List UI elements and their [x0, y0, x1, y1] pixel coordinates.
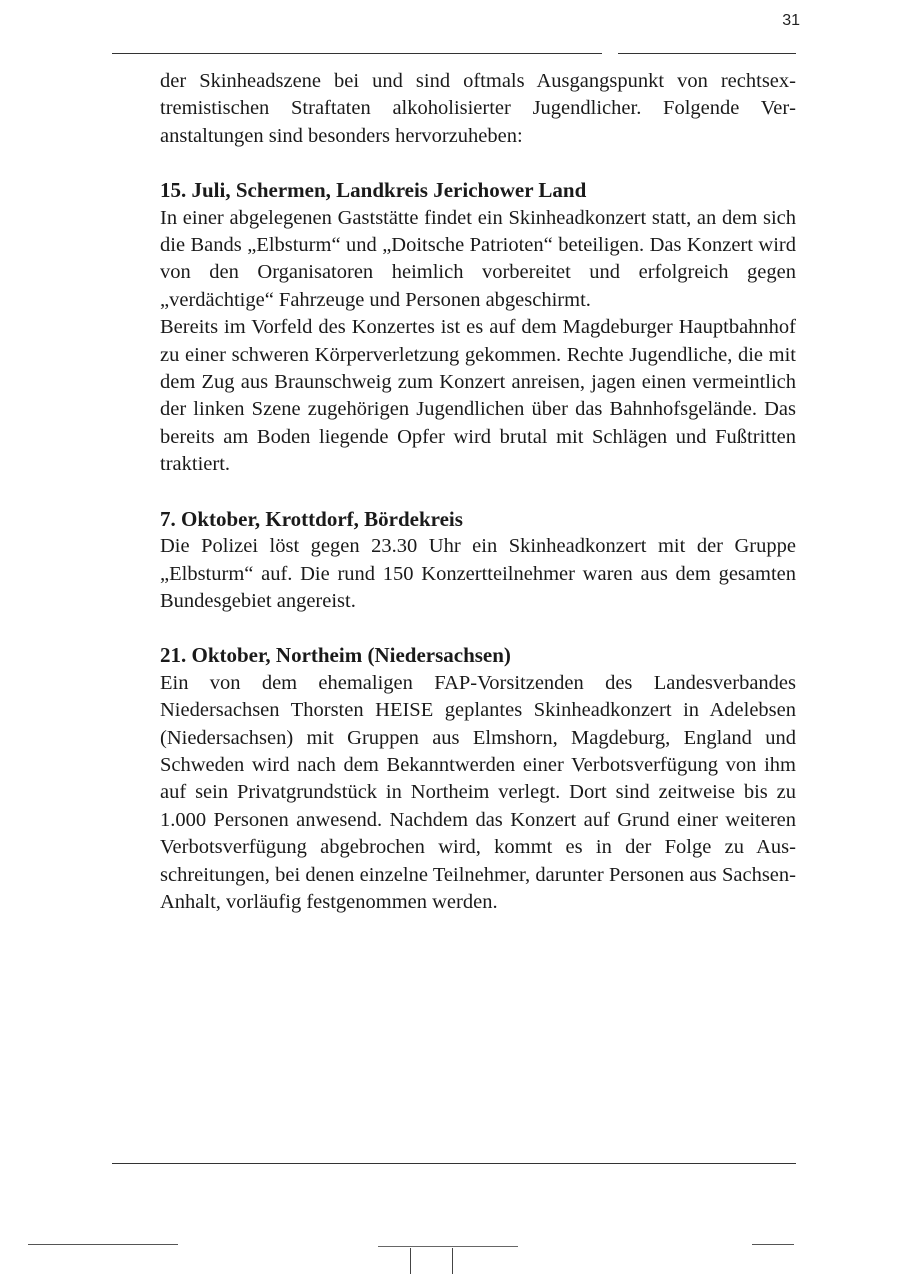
event-heading: 15. Juli, Schermen, Landkreis Jerichower Land [160, 178, 587, 203]
header-rule-right [618, 53, 796, 54]
page-number: 31 [782, 12, 800, 29]
intro-paragraph: der Skinheadszene bei und sind oftmals Ausgangspunkt von rechtsextremistischen Straftaten alkoholisierter Jugendlicher. Folgende Veranstaltungen sind besonders hervorzuheben: [160, 70, 796, 147]
event-section-krottdorf [160, 506, 796, 616]
header-rule-left [112, 53, 602, 54]
event-section-northeim [160, 642, 796, 916]
event-section-schermen [160, 177, 796, 478]
edge-mark-right [752, 1244, 794, 1245]
edge-mark-left [28, 1244, 178, 1245]
edge-tick-center-left [410, 1248, 411, 1274]
page-edge-marks [0, 1240, 900, 1274]
event-paragraph: Bereits im Vorfeld des Konzertes ist es auf dem Magdeburger Hauptbahnhof zu einer schweren Körperverletzung gekommen. Rechte Jugendliche, die mit dem Zug aus Braunschweig zum Konzert anreisen, jagen einen vermeintlich der linken Szene zugehörigen Jugendlichen über das Bahnhofsgelände. Das bereits am Boden liegende Opfer wird brutal mit Schlägen und Fußtritten traktiert. [160, 316, 796, 476]
edge-tick-center-right [452, 1248, 453, 1274]
footer-rule [112, 1163, 796, 1164]
event-paragraph: Die Polizei löst gegen 23.30 Uhr ein Skinheadkonzert mit der Gruppe „Elbsturm“ auf. Die rund 150 Konzertteilnehmer waren aus dem gesamten Bundesgebiet angereist. [160, 535, 796, 612]
event-heading: 21. Oktober, Northeim (Niedersachsen) [160, 643, 511, 668]
edge-mark-center [378, 1246, 518, 1247]
event-heading: 7. Oktober, Krottdorf, Bördekreis [160, 506, 463, 531]
event-paragraph: Ein von dem ehemaligen FAP-Vorsitzenden des Landesverbandes Niedersachsen Thorsten HEISE geplantes Skinheadkonzert in Adelebsen (Niedersachsen) mit Gruppen aus Elmshorn, Magdeburg, England und Schweden wird nach dem Bekanntwerden einer Verbotsverfügung von ihm auf sein Privatgrundstück in Northeim verlegt. Dort sind zeitweise bis zu 1.000 Personen anwesend. Nachdem das Konzert auf Grund einer weiteren Verbotsverfügung abgebrochen wird, kommt es in der Folge zu Ausschreitungen, bei denen einzelne Teilnehmer, darunter Personen aus Sachsen-Anhalt, vorläufig festgenommen werden. [160, 671, 796, 913]
document-body [160, 68, 796, 943]
event-paragraph: In einer abgelegenen Gaststätte findet ein Skinheadkonzert statt, an dem sich die Bands „Elbsturm“ und „Doitsche Patrioten“ beteiligen. Das Konzert wird von den Organisatoren heimlich vorbereitet und erfolgreich gegen „verdächtige“ Fahrzeuge und Personen abgeschirmt. [160, 206, 796, 311]
